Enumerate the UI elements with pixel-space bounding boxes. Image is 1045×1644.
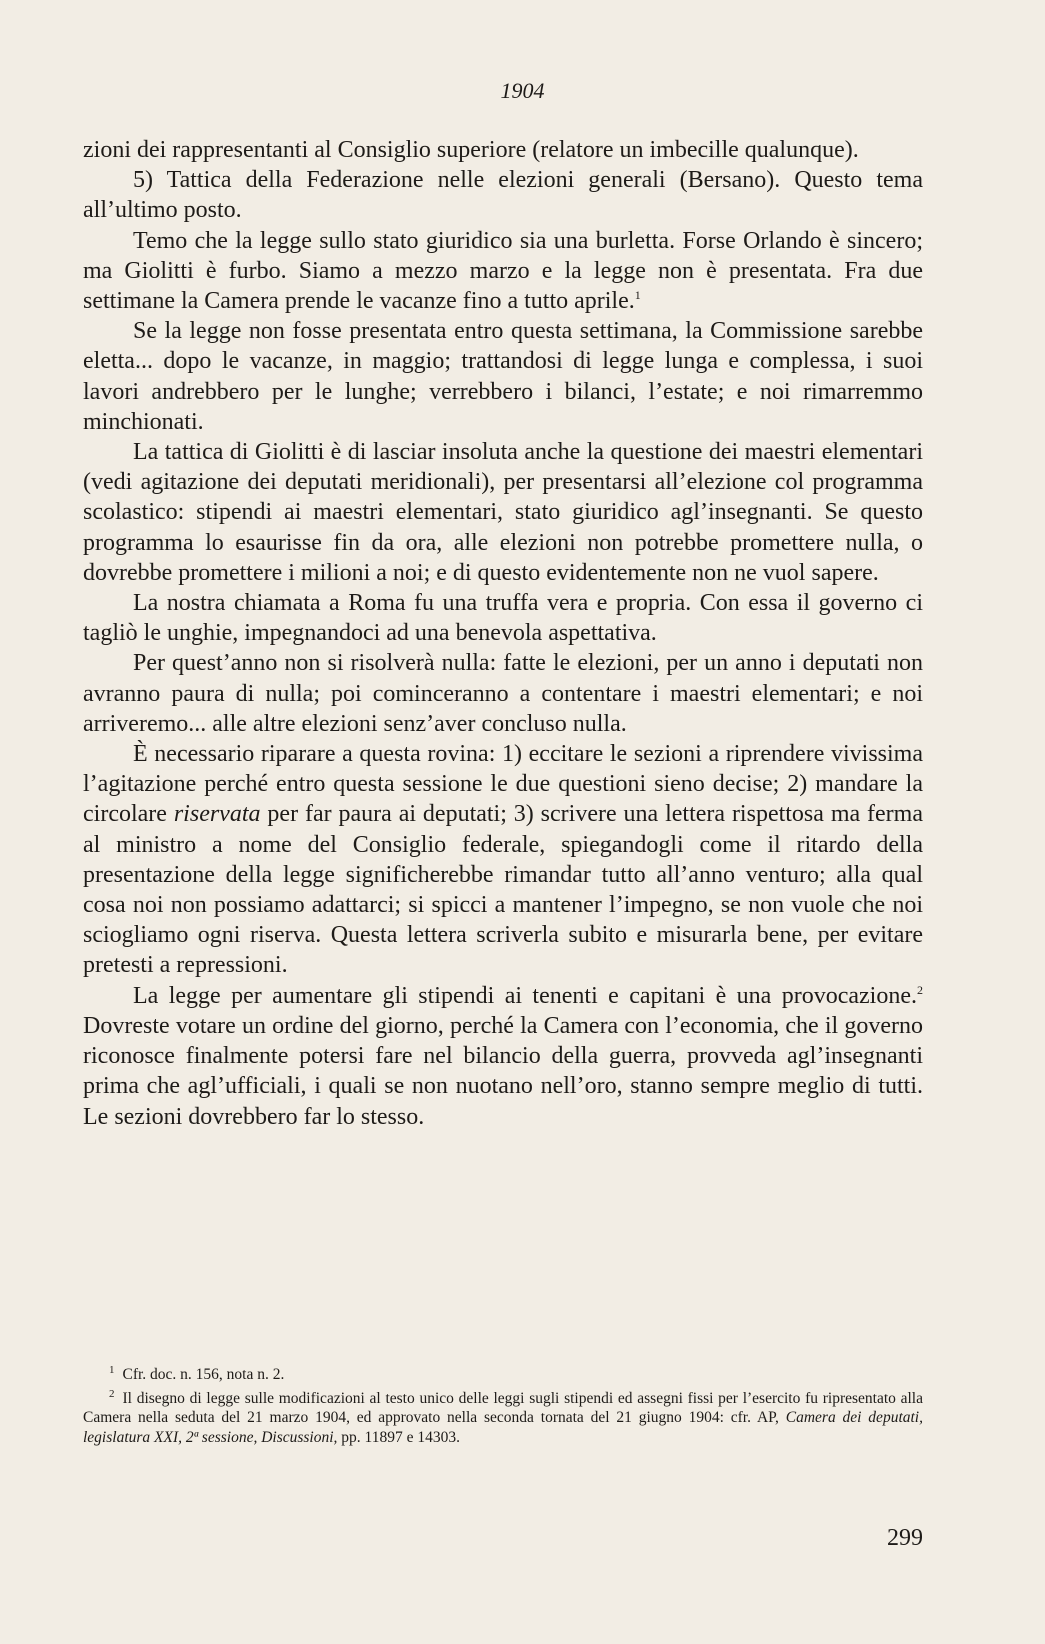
paragraph-7: Per quest’anno non si risolverà nulla: fatte le elezioni, per un anno i deputati non avranno paura di nulla; poi cominceranno a contentare i maestri elementari; e noi arriveremo... alle altre elezioni senz’aver concluso nulla. [83,650,923,737]
paragraph-5: La tattica di Giolitti è di lasciar insoluta anche la questione dei maestri elementari (vedi agitazione dei deputati meridionali), per presentarsi all’elezione col programma scolastico: stipendi ai maestri elementari, stato giuridico agl’insegnanti. Se questo programma lo esaurisse fin da ora, alle elezioni non potrebbe promettere nulla, o dovrebbe promettere i milioni a noi; e di questo evidentemente non ne vuol sapere. [83,439,923,586]
footnote-ref-1: 1 [634,288,641,303]
paragraph-9-text-a: La legge per aumentare gli stipendi ai tenenti e capitani è una provocazione. [133,982,917,1009]
paragraph-9 [83,981,923,1132]
footnote-1-number: 1 [109,1364,115,1376]
page-number: 299 [887,1525,923,1551]
footnote-2 [83,1385,923,1448]
paragraph-8-text-b: per far paura ai deputati; 3) scrivere una lettera rispettosa ma ferma al ministro a nome del Consiglio federale, spiegandogli come il ritardo della presentazione della legge significherebbe rimandar tutto all’anno venturo; alla qual cosa noi non possiamo adattarci; si spicci a mantener l’impegno, se non vuole che noi sciogliamo ogni riserva. Questa lettera scriverla subito e misurarla bene, per evitare pretesti a repressioni. [83,801,923,979]
paragraph-4: Se la legge non fosse presentata entro questa settimana, la Commissione sarebbe eletta... dopo le vacanze, in maggio; trattandosi di legge lunga e complessa, i suoi lavori andrebbero per le lunghe; verrebbero i bilanci, l’estate; e noi rimarremmo minchionati. [83,318,923,435]
footnote-1-text: Cfr. doc. n. 156, nota n. 2. [122,1366,285,1384]
paragraph-8-text-a: È necessario riparare a questa rovina: 1) eccitare le sezioni a riprendere vivissima l’agitazione perché entro questa sessione le due questioni sieno decise; 2) mandare la circolare [83,741,923,828]
running-title: 1904 [500,78,545,103]
paragraph-9-text-b: Dovreste votare un ordine del giorno, perché la Camera con l’economia, che il governo riconosce finalmente potersi fare nel bilancio della guerra, provveda agl’insegnanti prima che agl’ufficiali, i quali se non nuotano nell’oro, stanno sempre meglio di tutti. Le sezioni dovrebbero far lo stesso. [83,1012,923,1130]
footnotes [83,1361,923,1447]
footnote-2-italic: Camera dei deputati, legislatura XXI, 2ª sessione, Discussioni, [83,1409,923,1446]
paragraph-3-text: Temo che la legge sullo stato giuridico sia una burletta. Forse Orlando è sincero; ma Giolitti è furbo. Siamo a mezzo marzo e la legge non è presentata. Fra due settimane la Camera prende le vacanze fino a tutto aprile. [83,227,923,315]
main-text [83,135,923,1132]
paragraph-6: La nostra chiamata a Roma fu una truffa vera e propria. Con essa il governo ci tagliò le unghie, impegnandoci ad una benevola aspettativa. [83,590,923,647]
paragraph-8 [83,739,923,981]
paragraph-8-italic: riservata [173,801,261,828]
paragraph-3 [83,226,923,317]
paragraph-1: zioni dei rappresentanti al Consiglio superiore (relatore un imbecille qualunque). [83,137,859,163]
footnote-1 [83,1361,923,1385]
footnote-2-text: Il disegno di legge sulle modificazioni al testo unico delle leggi sugli stipendi ed assegni fissi per l’esercito fu ripresentato alla Camera nella seduta del 21 marzo 1904, ed approvato nella seconda tornata del 21 giugno 1904: cfr. AP, [83,1389,923,1427]
paragraph-2: 5) Tattica della Federazione nelle elezioni generali (Bersano). Questo tema all’ultimo posto. [83,167,923,224]
footnote-ref-2: 2 [917,982,923,997]
footnote-2-text-b: pp. 11897 e 14303. [337,1428,460,1446]
footnote-2-number: 2 [109,1387,115,1400]
